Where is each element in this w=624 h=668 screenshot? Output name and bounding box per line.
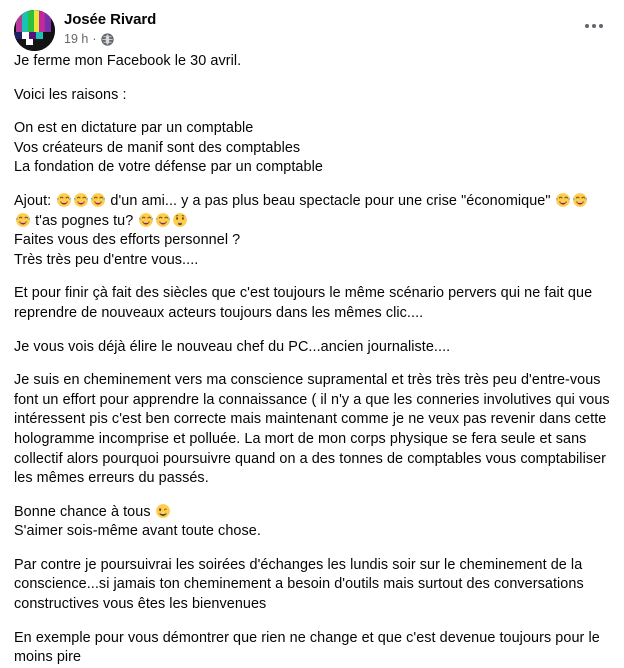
avatar[interactable] xyxy=(14,10,55,51)
post-text-line: Faites vous des efforts personnel ? xyxy=(14,232,241,249)
post-text-line: Vos créateurs de manif sont des comptables xyxy=(14,139,301,156)
post-text-line: Je vous vois déjà élire le nouveau chef du PC...ancien journaliste.... xyxy=(14,338,451,355)
post-paragraph xyxy=(14,556,610,615)
author-name[interactable]: Josée Rivard xyxy=(64,11,157,28)
post-options-button[interactable] xyxy=(578,16,610,36)
post-text-line: Voici les raisons : xyxy=(14,86,127,103)
post-paragraph xyxy=(14,629,610,668)
post-paragraph xyxy=(14,86,610,106)
post-text-line: Ajout: d'un ami... y a pas plus beau spectacle pour une crise "économique" xyxy=(14,192,610,212)
globe-icon[interactable] xyxy=(101,33,114,46)
globe-icon-glyph xyxy=(101,33,114,46)
anguish-emoji-icon xyxy=(172,212,188,228)
rofl-emoji-icon xyxy=(56,192,72,208)
post-text-line: t'as pognes tu? xyxy=(14,212,610,232)
post-header xyxy=(0,0,624,52)
meta-separator: · xyxy=(92,32,97,46)
rofl-emoji-icon xyxy=(572,192,588,208)
post-text-line: Par contre je poursuivrai les soirées d'échanges les lundis soir sur le cheminement de la conscience...si jamais ton cheminement a besoin d'outils mais surtout des conversations constructives vous êtes les bienvenues xyxy=(14,556,584,613)
post-paragraph xyxy=(14,284,610,323)
post-text-line: Et pour finir çà fait des siècles que c'est toujours le même scénario pervers qui ne fait que reprendre de nouveaux acteurs toujours dans les mêmes clic.... xyxy=(14,285,593,321)
post-paragraph xyxy=(14,52,610,72)
rofl-emoji-icon xyxy=(90,192,106,208)
post-header-text xyxy=(64,9,612,47)
wink-emoji-icon xyxy=(155,503,171,519)
rofl-emoji-icon xyxy=(555,192,571,208)
ellipsis-dot xyxy=(592,24,596,28)
post-paragraph xyxy=(14,338,610,358)
rofl-emoji-icon xyxy=(15,212,31,228)
post-text-line: Je suis en cheminement vers ma conscience supramental et très très très peu d'entre-vous font un effort pour apprendre la connaissance ( il n'y a que les conneries involutives qui vous intéressent pis c'est ben correcte mais maintenant comme je ne veux pas revenir dans cette hologramme incomprise et polluée. La mort de mon corps physique se fera seule et sans collectif alors pourquoi poursuivre quand on a des tonnes de comptables vous comptabiliser les mêmes erreurs du passés. xyxy=(14,372,610,487)
post-text-line: En exemple pour vous démontrer que rien ne change et que c'est devenue toujours pour le moins pire xyxy=(14,629,600,666)
post-meta xyxy=(64,31,612,47)
post-body xyxy=(0,52,624,668)
post-paragraph xyxy=(14,192,610,270)
post-paragraph xyxy=(14,503,610,542)
post-text-line: La fondation de votre défense par un comptable xyxy=(14,159,323,176)
post-text-line: Bonne chance à tous xyxy=(14,503,610,523)
rofl-emoji-icon xyxy=(155,212,171,228)
post-timestamp[interactable]: 19 h xyxy=(64,32,89,46)
post-paragraph xyxy=(14,119,610,178)
ellipsis-dot xyxy=(599,24,603,28)
post-text-line: On est en dictature par un comptable xyxy=(14,120,254,137)
rofl-emoji-icon xyxy=(138,212,154,228)
post-text-line: Je ferme mon Facebook le 30 avril. xyxy=(14,53,242,69)
post-text-line: Très très peu d'entre vous.... xyxy=(14,251,199,268)
rofl-emoji-icon xyxy=(73,192,89,208)
post-paragraph xyxy=(14,371,610,489)
post-text-line: S'aimer sois-même avant toute chose. xyxy=(14,523,261,540)
color-bars-avatar-icon xyxy=(14,10,55,51)
ellipsis-dot xyxy=(585,24,589,28)
